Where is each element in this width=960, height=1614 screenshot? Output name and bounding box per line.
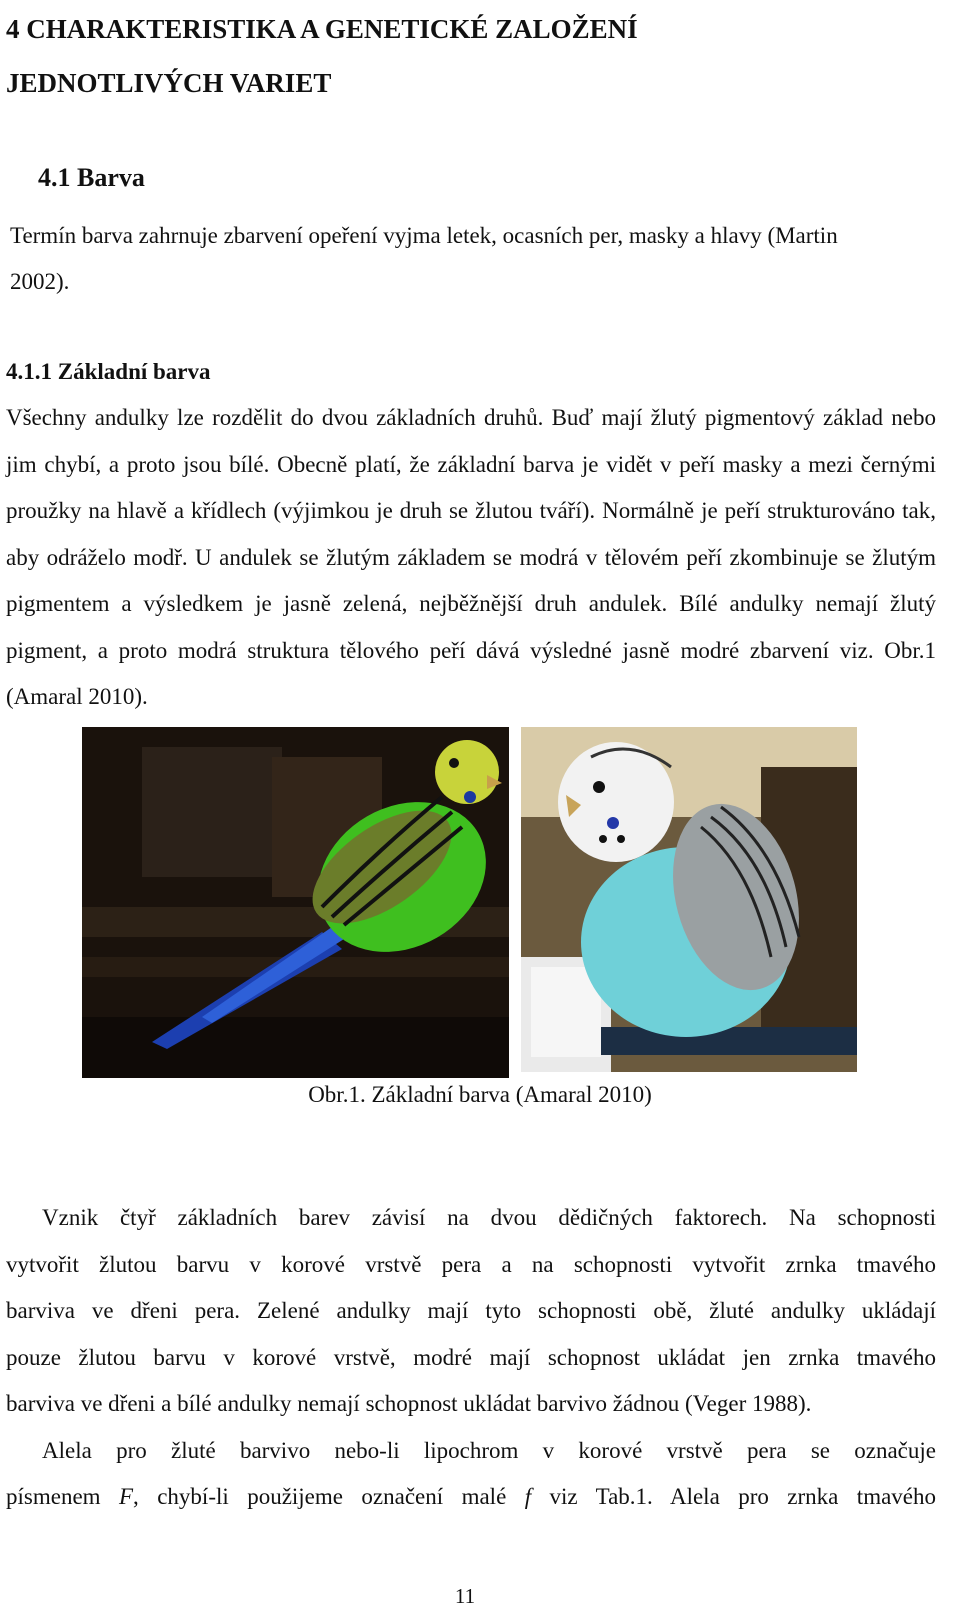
section-intro: Termín barva zahrnuje zbarvení opeření vyjma letek, ocasních per, masky a hlavy (Martin 2002). xyxy=(10,223,838,294)
factors-line: vytvořit žlutou barvu v korové vrstvě pera a na schopnosti vytvořit zrnka tmavého xyxy=(6,1251,936,1277)
chapter-title-line1: 4 CHARAKTERISTIKA A GENETICKÉ ZALOŽENÍ xyxy=(6,14,638,44)
factors-line: pouze žlutou barvu v korové vrstvě, modré mají schopnost ukládat jen zrnka tmavého xyxy=(6,1344,936,1370)
section-title: 4.1 Barva xyxy=(38,163,145,192)
factors-line: písmenem F, chybí-li použijeme označení malé f viz Tab.1. Alela pro zrnka tmavého xyxy=(6,1484,937,1509)
factors-line: Vznik čtyř základních barev závisí na dvou dědičných faktorech. Na schopnosti xyxy=(42,1205,936,1230)
factors-line: barviva ve dřeni a bílé andulky nemají schopnost ukládat barvivo žádnou (Veger 1988). xyxy=(6,1391,812,1416)
factors-line: barviva ve dřeni pera. Zelené andulky mají tyto schopnosti obě, žluté andulky ukládají xyxy=(6,1298,936,1323)
chapter-title-line2: JEDNOTLIVÝCH VARIET xyxy=(6,68,332,98)
basic-color-paragraph: Všechny andulky lze rozdělit do dvou základních druhů. Buď mají žlutý pigmentový základ nebo jim chybí, a proto jsou bílé. Obecně platí, že základní barva je vidět v peří masky a mezi černými proužky na hlavě a křídlech (výjimkou je druh se žlutou tváří). Normálně je peří strukturováno tak, aby odráželo modř. U andulek se žlutým základem se modrá v tělovém peří zkombinuje se žlutým pigmentem a výsledkem je jasně zelená, nejběžnější druh andulek. Bílé andulky nemají žlutý pigment, a proto modrá struktura tělového peří dává výsledné jasně modré zbarvení viz. Obr.1 (Amaral 2010). xyxy=(6,405,936,709)
page-number: 11 xyxy=(454,1584,476,1608)
subsection-title: 4.1.1 Základní barva xyxy=(6,359,211,384)
chapter-title xyxy=(6,2,936,110)
factors-paragraph xyxy=(6,1195,936,1521)
factors-line: Alela pro žluté barvivo nebo-li lipochrom v korové vrstvě pera se označuje xyxy=(42,1437,936,1463)
blue-budgie-photo xyxy=(521,727,857,1072)
green-budgie-photo xyxy=(82,727,509,1078)
allele-symbol-F: F xyxy=(118,1484,134,1509)
allele-symbol-f: f xyxy=(524,1484,532,1509)
figure-caption: Obr.1. Základní barva (Amaral 2010) xyxy=(308,1082,652,1107)
